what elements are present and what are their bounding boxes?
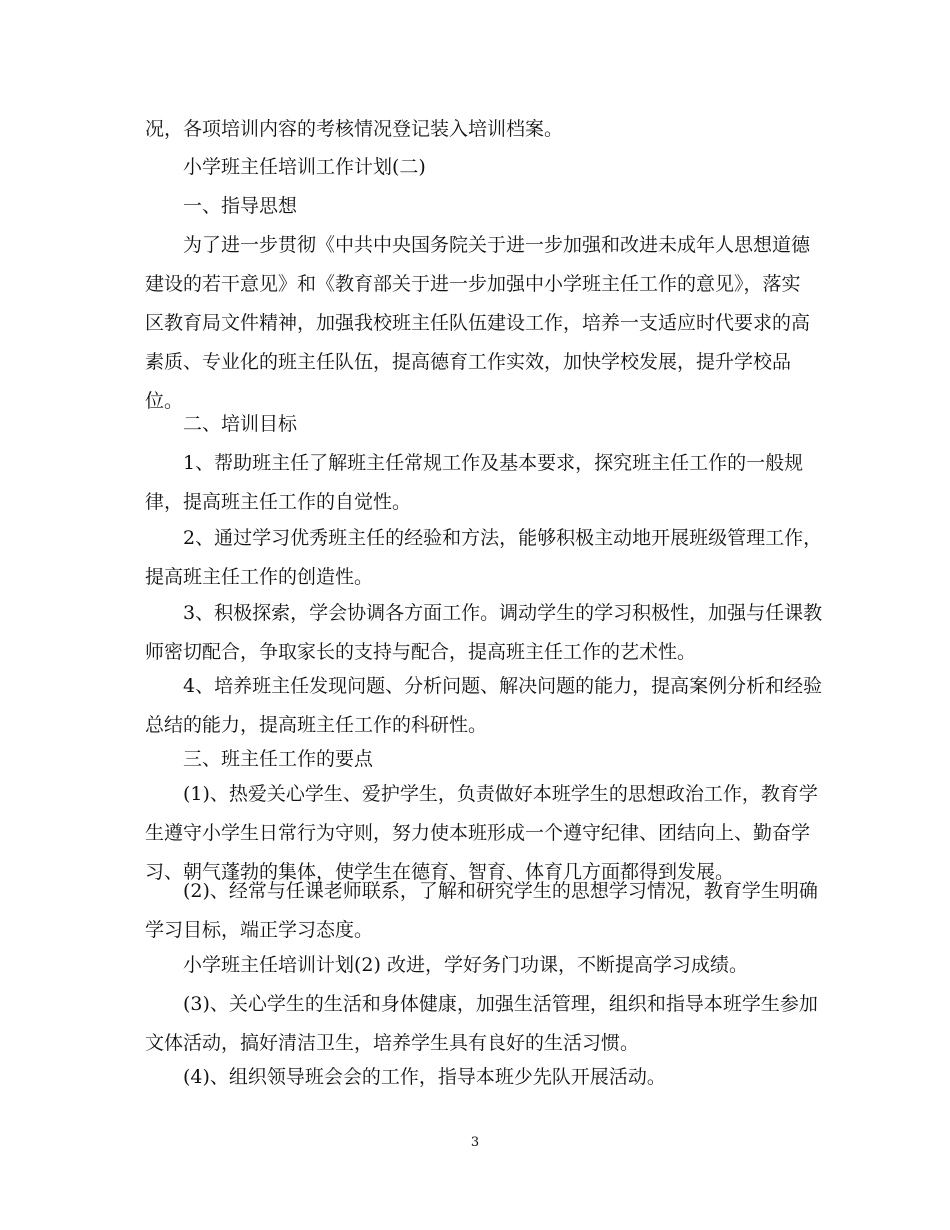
text-line: (2)、经常与任课老师联系，了解和研究学生的思想学习情况，教育学生明确 xyxy=(183,880,818,902)
text-line: 小学班主任培训计划(2) 改进，学好务门功课，不断提高学习成绩。 xyxy=(183,954,748,976)
text-line: 小学班主任培训工作计划(二) xyxy=(183,156,426,178)
text-line: 4、培养班主任发现问题、分析问题、解决问题的能力，提高案例分析和经验 xyxy=(183,675,823,697)
heading-guiding-ideology xyxy=(145,187,810,226)
text-line: (4)、组织领导班会会的工作，指导本班少先队开展活动。 xyxy=(183,1066,666,1088)
text-line: 律，提高班主任工作的自觉性。 xyxy=(145,491,412,513)
text-line: 一、指导思想 xyxy=(183,195,298,217)
paragraph-continuation xyxy=(145,110,810,149)
text-line: 师密切配合，争取家长的支持与配合，提高班主任工作的艺术性。 xyxy=(145,641,697,663)
text-line: 二、培训目标 xyxy=(183,413,298,435)
paragraph-point-2-continuation xyxy=(145,946,810,985)
text-line: 区教育局文件精神，加强我校班主任队伍建设工作，培养一支适应时代要求的高 xyxy=(145,312,811,334)
text-line: 素质、专业化的班主任队伍，提高德育工作实效，加快学校发展，提升学校品 xyxy=(145,351,792,373)
heading-training-goals xyxy=(145,405,810,444)
text-line: 文体活动，搞好清洁卫生，培养学生具有良好的生活习惯。 xyxy=(145,1032,640,1054)
text-line: 位。 xyxy=(145,390,184,412)
text-line: 况，各项培训内容的考核情况登记装入培训档案。 xyxy=(145,118,564,140)
text-line: 学习目标，端正学习态度。 xyxy=(145,919,374,941)
text-line: 总结的能力，提高班主任工作的科研性。 xyxy=(145,714,488,736)
text-line: 提高班主任工作的创造性。 xyxy=(145,566,374,588)
paragraph-goal-2 xyxy=(145,519,823,597)
text-line: 生遵守小学生日常行为守则，努力使本班形成一个遵守纪律、团结向上、勤奋学 xyxy=(145,822,811,844)
text-line: 为了进一步贯彻《中共中央国务院关于进一步加强和改进未成年人思想道德 xyxy=(183,234,811,256)
paragraph-point-4 xyxy=(145,1058,810,1097)
text-line: 习、朝气蓬勃的集体，使学生在德育、智育、体育几方面都得到发展。 xyxy=(145,861,735,883)
paragraph-goal-1 xyxy=(145,444,810,522)
paragraph-point-2 xyxy=(145,872,818,950)
text-line: (3)、关心学生的生活和身体健康，加强生活管理，组织和指导本班学生参加 xyxy=(183,993,818,1015)
text-line: 3、积极探索，学会协调各方面工作。调动学生的学习积极性，加强与任课教 xyxy=(183,602,823,624)
paragraph-goal-3 xyxy=(145,594,823,672)
text-line: 建设的若干意见》和《教育部关于进一步加强中小学班主任工作的意见》，落实 xyxy=(145,273,801,295)
heading-work-key-points xyxy=(145,740,810,779)
paragraph-goal-4 xyxy=(145,667,823,745)
paragraph-point-3 xyxy=(145,985,818,1063)
page-number: 3 xyxy=(470,1135,480,1150)
text-line: 三、班主任工作的要点 xyxy=(183,748,374,770)
text-line: 2、通过学习优秀班主任的经验和方法，能够积极主动地开展班级管理工作， xyxy=(183,527,823,549)
text-line: (1)、热爱关心学生、爱护学生，负责做好本班学生的思想政治工作，教育学 xyxy=(183,783,818,805)
section-title xyxy=(145,148,810,187)
paragraph-guiding-ideology xyxy=(145,226,810,421)
text-line: 1、帮助班主任了解班主任常规工作及基本要求，探究班主任工作的一般规 xyxy=(183,452,804,474)
